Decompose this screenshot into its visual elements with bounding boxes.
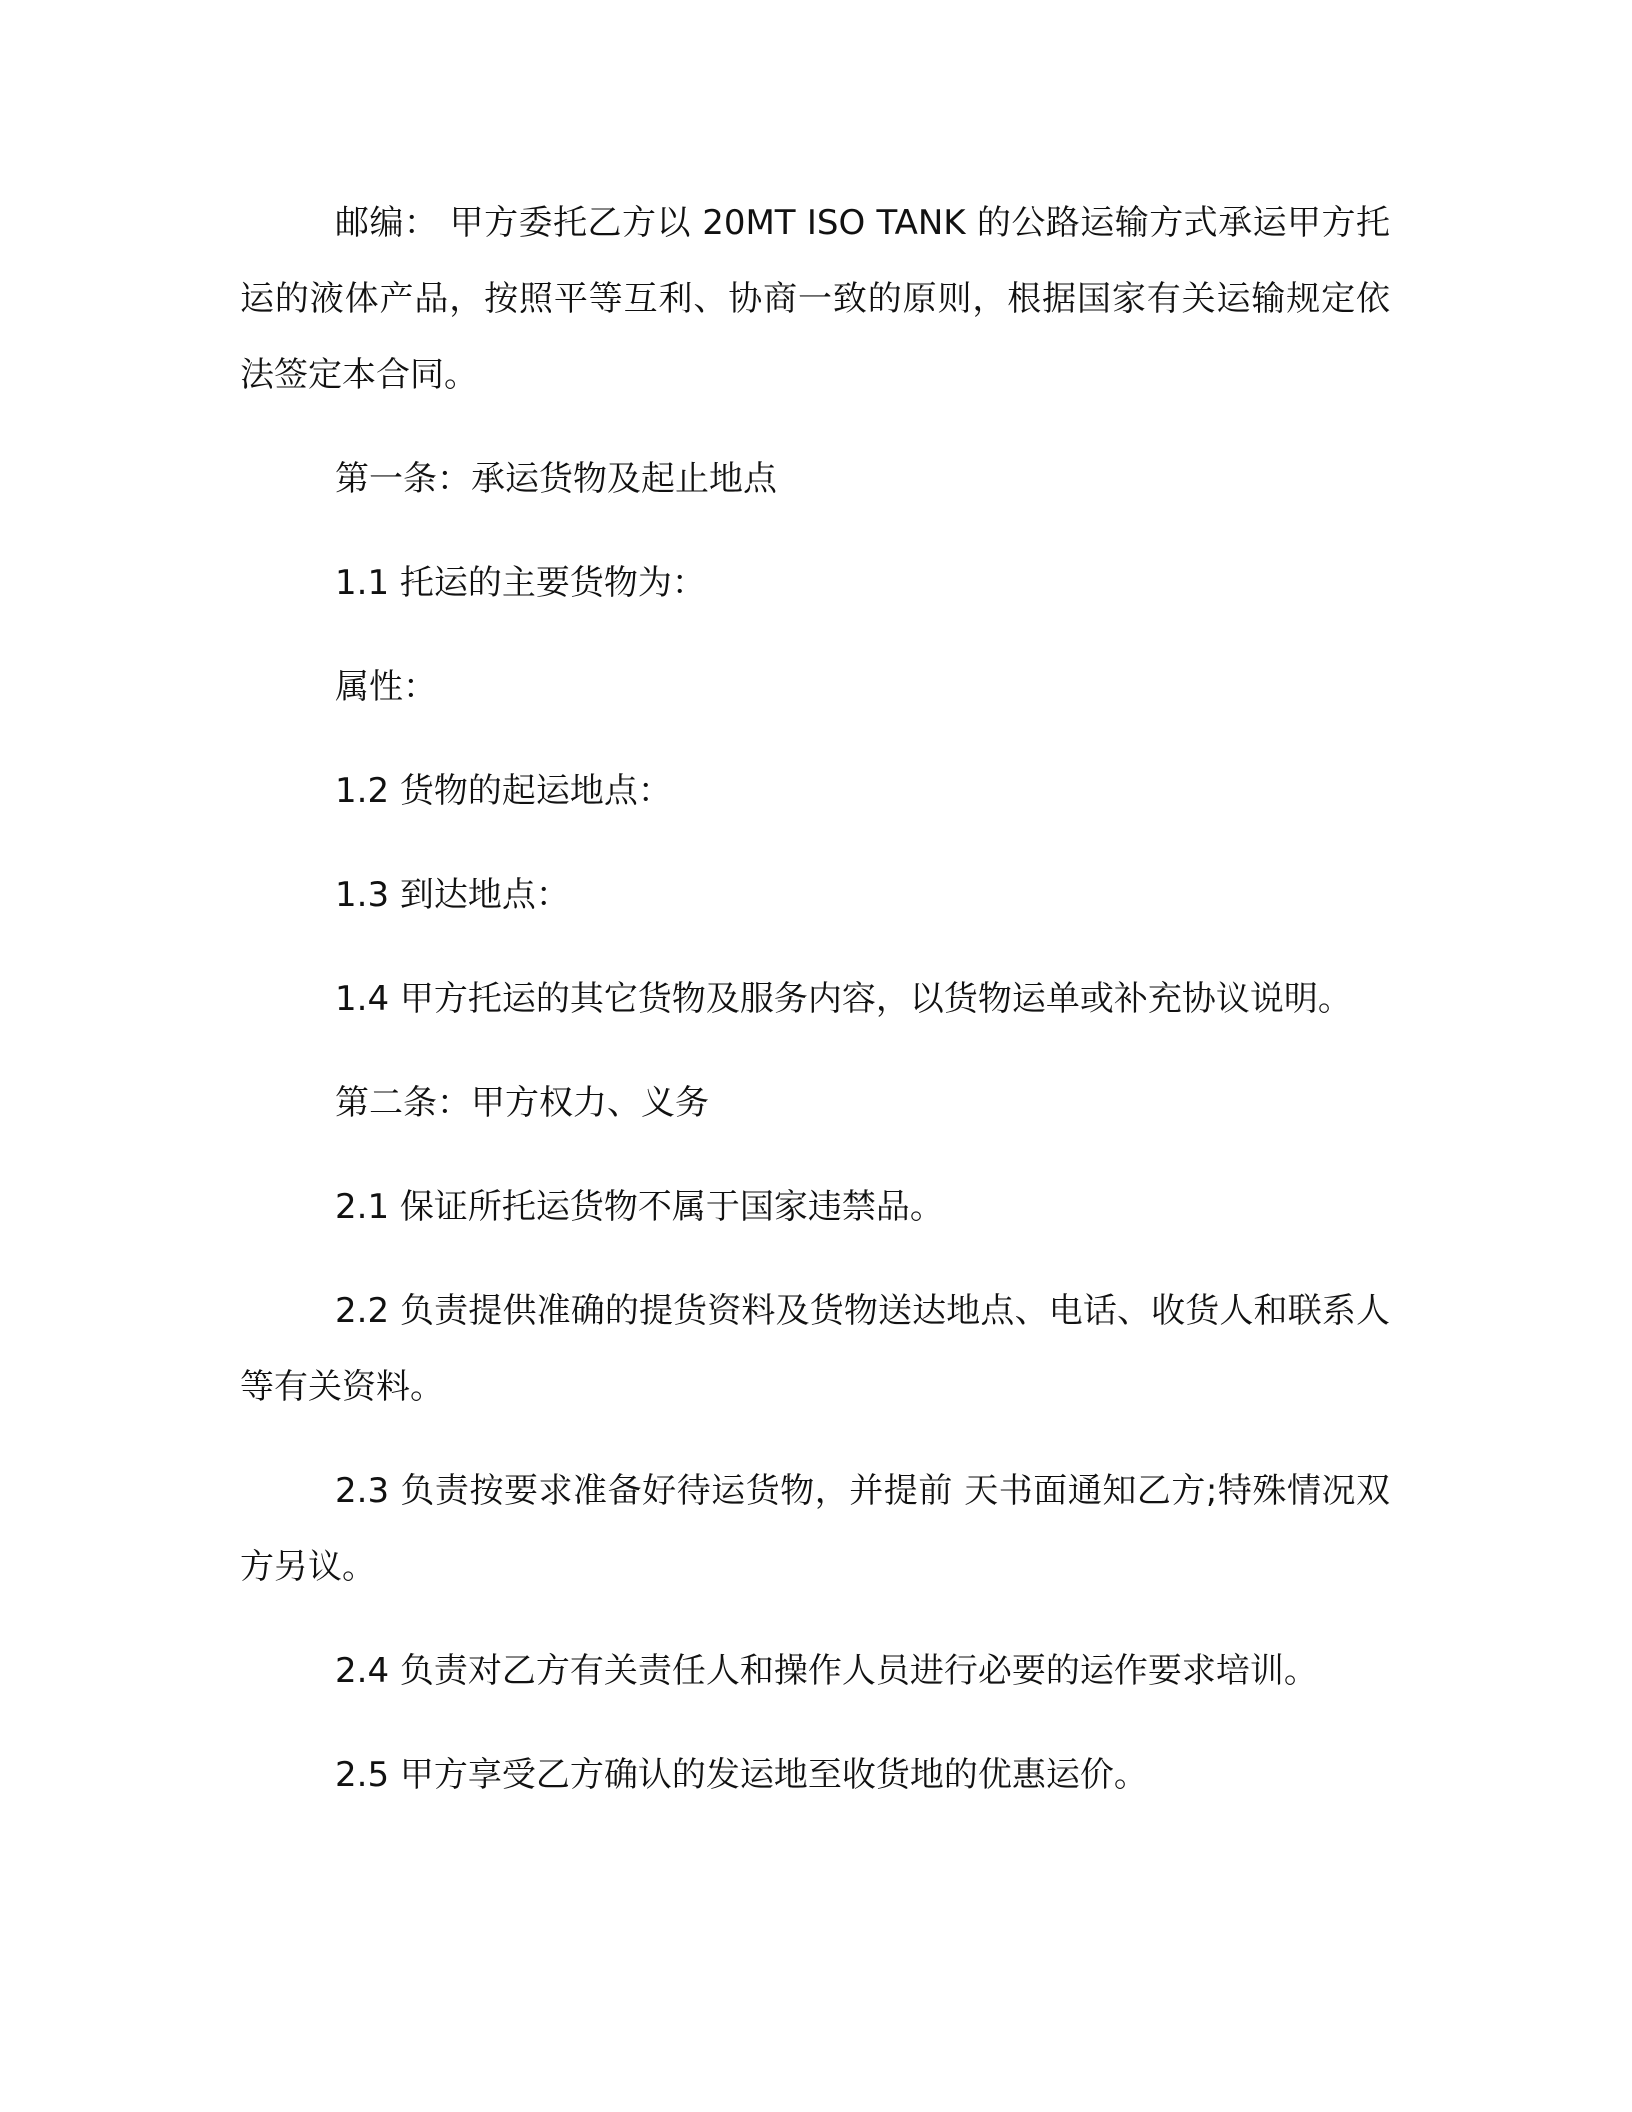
clause-2-2: 2.2 负责提供准确的提货资料及货物送达地点、电话、收货人和联系人等有关资料。: [240, 1291, 1390, 1407]
clause-2-3: 2.3 负责按要求准备好待运货物，并提前 天书面通知乙方;特殊情况双方另议。: [240, 1471, 1390, 1587]
clause-1-4: 1.4 甲方托运的其它货物及服务内容，以货物运单或补充协议说明。: [335, 979, 1352, 1019]
attribute-line: 属性：: [335, 667, 437, 707]
article-2-heading: 第二条：甲方权力、义务: [335, 1083, 709, 1123]
paragraph-intro: 邮编： 甲方委托乙方以 20MT ISO TANK 的公路运输方式承运甲方托运的液体产品，按照平等互利、协商一致的原则，根据国家有关运输规定依法签定本合同。: [240, 203, 1390, 395]
clause-1-1: 1.1 托运的主要货物为：: [335, 563, 706, 603]
clause-1-2: 1.2 货物的起运地点：: [335, 771, 672, 811]
document-body: [240, 185, 1390, 1841]
article-1-heading: 第一条：承运货物及起止地点: [335, 459, 777, 499]
clause-1-3: 1.3 到达地点：: [335, 875, 570, 915]
clause-2-5: 2.5 甲方享受乙方确认的发运地至收货地的优惠运价。: [335, 1755, 1148, 1795]
clause-2-4: 2.4 负责对乙方有关责任人和操作人员进行必要的运作要求培训。: [335, 1651, 1318, 1691]
clause-2-1: 2.1 保证所托运货物不属于国家违禁品。: [335, 1187, 944, 1227]
